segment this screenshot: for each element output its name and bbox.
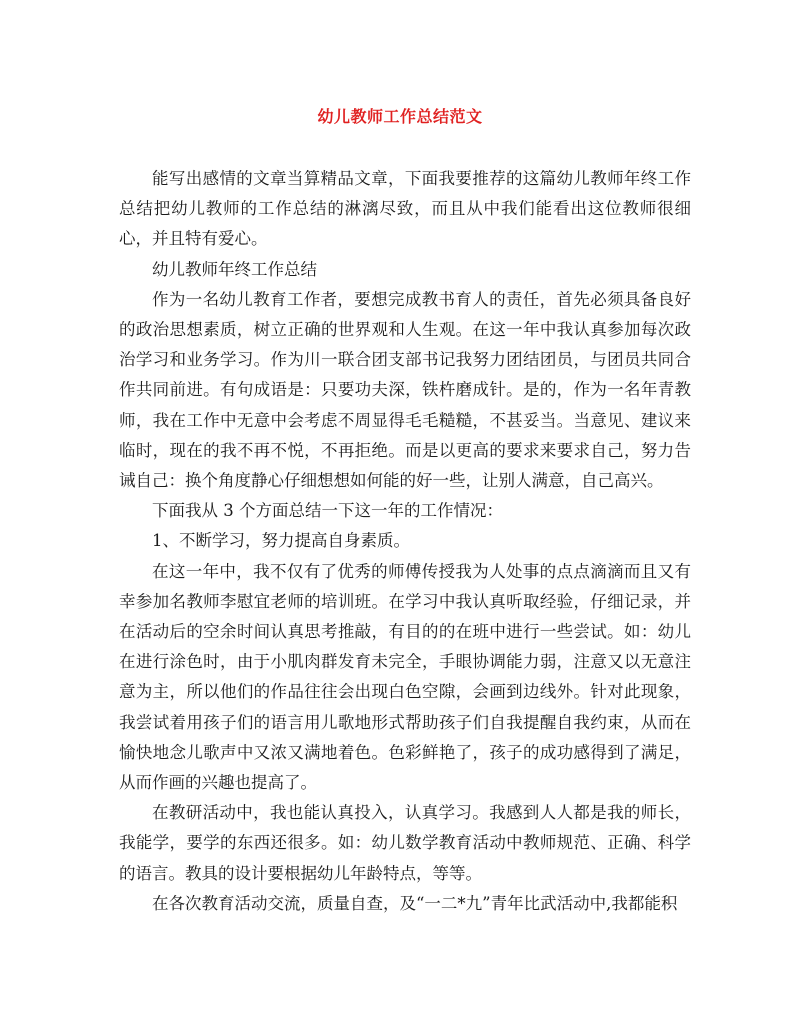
body-paragraph: 在教研活动中，我也能认真投入，认真学习。我感到人人都是我的师长，我能学，要学的东西还很多。如：幼儿数学教育活动中教师规范、正确、科学的语言。教具的设计要根据幼儿年龄特点，等等。: [119, 803, 691, 883]
document-title: 幼儿教师工作总结范文: [317, 107, 483, 126]
section-heading: 幼儿教师年终工作总结: [152, 259, 317, 279]
body-paragraph: 作为一名幼儿教育工作者，要想完成教书育人的责任，首先必须具备良好的政治思想素质，树立正确的世界观和人生观。在这一年中我认真参加每次政治学习和业务学习。作为川一联合团支部书记我努力团结团员，与团员共同合作共同前进。有句成语是：只要功夫深，铁杵磨成针。是的，作为一名年青教师，我在工作中无意中会考虑不周显得毛毛糙糙，不甚妥当。当意见、建议来临时，现在的我不再不悦，不再拒绝。而是以更高的要求来要求自己，努力告诫自己：换个角度静心仔细想想如何能的好一些，让别人满意，自己高兴。: [119, 289, 691, 491]
intro-paragraph: 能写出感情的文章当算精品文章，下面我要推荐的这篇幼儿教师年终工作总结把幼儿教师的工作总结的淋漓尽致，而且从中我们能看出这位教师很细心，并且特有爱心。: [119, 169, 691, 249]
body-paragraph: 在这一年中，我不仅有了优秀的师傅传授我为人处事的点点滴滴而且又有幸参加名教师李慰宜老师的培训班。在学习中我认真听取经验，仔细记录，并在活动后的空余时间认真思考推敲，有目的的在班中进行一些尝试。如：幼儿在进行涂色时，由于小肌肉群发育未完全，手眼协调能力弱，注意又以无意注意为主，所以他们的作品往往会出现白色空隙，会画到边线外。针对此现象，我尝试着用孩子们的语言用儿歌地形式帮助孩子们自我提醒自我约束，从而在愉快地念儿歌声中又浓又满地着色。色彩鲜艳了，孩子的成功感得到了满足，从而作画的兴趣也提高了。: [119, 561, 691, 793]
body-paragraph: 在各次教育活动交流，质量自查，及“一二*九”青年比武活动中,我都能积: [152, 893, 678, 913]
document-body: [119, 164, 691, 919]
body-paragraph: 下面我从 3 个方面总结一下这一年的工作情况：: [152, 501, 503, 521]
list-heading: 1、不断学习，努力提高自身素质。: [152, 531, 410, 551]
